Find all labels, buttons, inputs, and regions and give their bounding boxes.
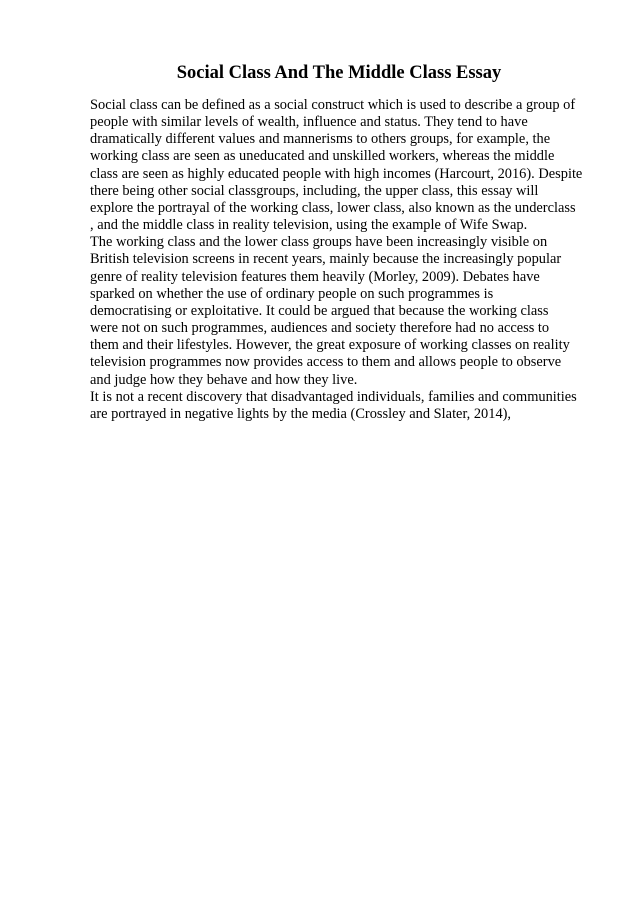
text-line: Social class can be defined as a social construct which is used to describe a group of: [90, 97, 576, 113]
text-line: , and the middle class in reality television, using the example of Wife Swap.: [90, 217, 528, 234]
text-line: television programmes now provides access to them and allows people to observe: [90, 354, 562, 371]
text-line: British television screens in recent years, mainly because the increasingly popular: [90, 251, 562, 268]
text-line: democratising or exploitative. It could be argued that because the working class: [90, 302, 549, 319]
text-line: them and their lifestyles. However, the great exposure of working classes on reality: [90, 337, 570, 354]
text-line: The working class and the lower class groups have been increasingly visible on: [90, 234, 548, 251]
text-line: genre of reality television features them heavily (Morley, 2009). Debates have: [90, 268, 540, 285]
text-line: were not on such programmes, audiences and society therefore had no access to: [90, 320, 550, 337]
text-line: and judge how they behave and how they live.: [90, 371, 358, 388]
text-line: there being other social classgroups, including, the upper class, this essay will: [90, 182, 539, 199]
text-line: working class are seen as uneducated and unskilled workers, whereas the middle: [90, 148, 555, 165]
essay-body: [90, 97, 600, 423]
text-line: explore the portrayal of the working class, lower class, also known as the underclass: [90, 199, 576, 216]
document-title: Social Class And The Middle Class Essay: [176, 63, 502, 83]
text-line: people with similar levels of wealth, influence and status. They tend to have: [90, 114, 528, 131]
text-line: class are seen as highly educated people with high incomes (Harcourt, 2016). Despite: [90, 165, 583, 182]
text-line: are portrayed in negative lights by the media (Crossley and Slater, 2014),: [90, 405, 512, 422]
text-line: It is not a recent discovery that disadvantaged individuals, families and communities: [90, 388, 577, 405]
text-line: sparked on whether the use of ordinary people on such programmes is: [90, 285, 494, 302]
text-line: dramatically different values and mannerisms to others groups, for example, the: [90, 131, 551, 148]
